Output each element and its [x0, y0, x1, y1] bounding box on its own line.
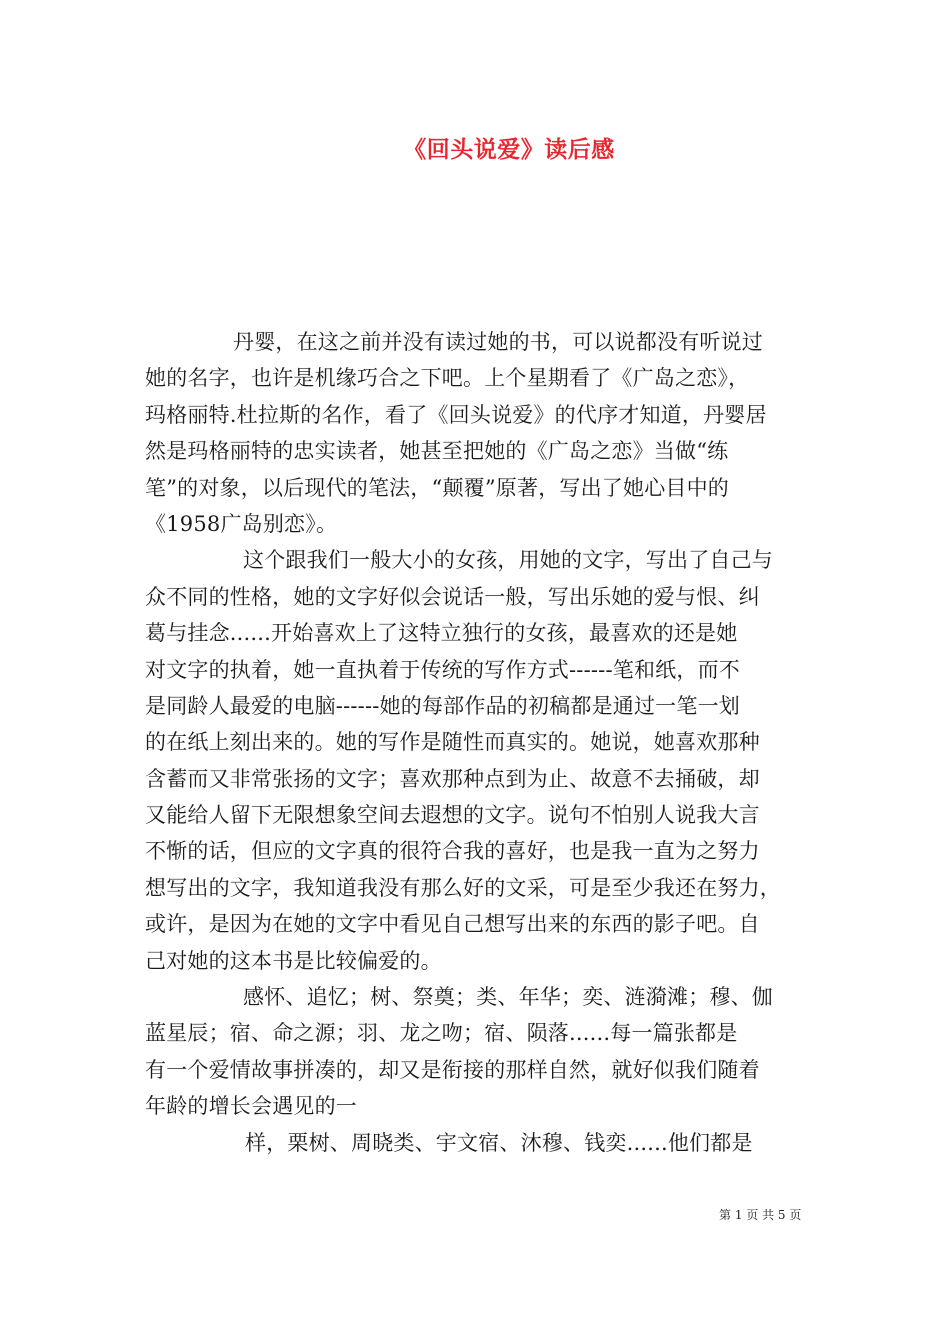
paragraph-line: 蓝星辰；宿、命之源；羽、龙之吻；宿、陨落......每一篇张都是	[145, 1021, 738, 1046]
paragraph-line: 葛与挂念......开始喜欢上了这特立独行的女孩，最喜欢的还是她	[145, 621, 738, 646]
paragraph-line: 玛格丽特.杜拉斯的名作，看了《回头说爱》的代序才知道，丹婴居	[145, 402, 767, 427]
paragraph-line: 这个跟我们一般大小的女孩，用她的文字，写出了自己与	[243, 548, 773, 573]
paragraph-line: 或许，是因为在她的文字中看见自己想写出来的东西的影子吧。自	[145, 912, 760, 937]
paragraph-line: 对文字的执着，她一直执着于传统的写作方式------笔和纸，而不	[145, 657, 740, 682]
paragraph-line: 年龄的增长会遇见的一	[145, 1094, 357, 1119]
paragraph-line: 众不同的性格，她的文字好似会说话一般，写出乐她的爱与恨、纠	[145, 584, 760, 609]
paragraph-line: 含蓄而又非常张扬的文字；喜欢那种点到为止、故意不去捅破，却	[145, 766, 760, 791]
paragraph-line: 样，栗树、周晓类、宇文宿、沐穆、钱奕......他们都是	[245, 1130, 753, 1155]
paragraph-line: 想写出的文字，我知道我没有那么好的文采，可是至少我还在努力，	[145, 875, 781, 900]
page-number-footer: 第 1 页 共 5 页	[719, 1208, 802, 1222]
paragraph-line: 丹婴，在这之前并没有读过她的书，可以说都没有听说过	[233, 330, 763, 354]
paragraph-line: 是同龄人最爱的电脑------她的每部作品的初稿都是通过一笔一划	[145, 693, 740, 718]
paragraph-line: 《1958广岛别恋》。	[145, 511, 338, 536]
paragraph-line: 笔”的对象，以后现代的笔法，“颠覆”原著，写出了她心目中的	[145, 475, 730, 500]
paragraph-line: 然是玛格丽特的忠实读者，她甚至把她的《广岛之恋》当做“练	[145, 439, 729, 464]
document-title: 《回头说爱》读后感	[403, 137, 615, 163]
document-body	[145, 324, 815, 1161]
paragraph-line: 己对她的这本书是比较偏爱的。	[145, 948, 442, 973]
paragraph-line: 的在纸上刻出来的。她的写作是随性而真实的。她说，她喜欢那种	[145, 730, 760, 755]
paragraph-line: 又能给人留下无限想象空间去遐想的文字。说句不怕别人说我大言	[145, 803, 760, 828]
paragraph-line: 不惭的话，但应的文字真的很符合我的喜好，也是我一直为之努力	[145, 839, 760, 864]
paragraph-line: 她的名字，也许是机缘巧合之下吧。上个星期看了《广岛之恋》，	[145, 366, 750, 391]
paragraph-line: 感怀、追忆；树、祭奠；类、年华；奕、涟漪滩；穆、伽	[243, 985, 773, 1010]
paragraph-line: 有一个爱情故事拼凑的，却又是衔接的那样自然，就好似我们随着	[145, 1057, 760, 1082]
